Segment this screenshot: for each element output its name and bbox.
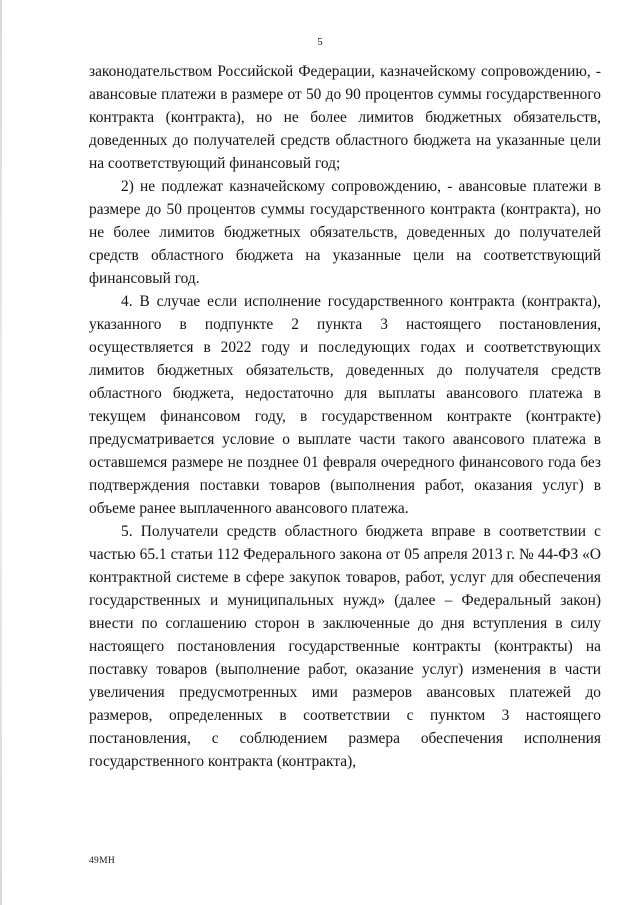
- scan-edge: [0, 0, 2, 905]
- paragraph-continuation: законодательством Российской Федерации, казначейскому сопровождению, - авансовые платежи в размере от 50 до 90 процентов суммы государственного контракта (контракта), но не более лимитов бюджетных обязательств, доведенных до получателей средств областного бюджета на указанные цели на соответствующий финансовый год;: [89, 63, 601, 172]
- document-body: [89, 60, 601, 773]
- paragraph-item-5: 5. Получатели средств областного бюджета вправе в соответствии с частью 65.1 статьи 112 Федерального закона от 05 апреля 2013 г. № 44-ФЗ «О контрактной системе в сфере закупок товаров, работ, услуг для обеспечения государственных и муниципальных нужд» (далее – Федеральный закон) внести по соглашению сторон в заключенные до дня вступления в силу настоящего постановления государственные контракты (контракты) на поставку товаров (выполнение работ, оказание услуг) изменения в части увеличения предусмотренных ими размеров авансовых платежей до размеров, определенных в соответствии с пунктом 3 настоящего постановления, с соблюдением размера обеспечения исполнения государственного контракта (контракта),: [89, 523, 601, 770]
- document-code: 49МН: [89, 856, 116, 866]
- paragraph-subitem-2: 2) не подлежат казначейскому сопровождению, - авансовые платежи в размере до 50 процентов суммы государственного контракта (контракта), но не более лимитов бюджетных обязательств, доведенных до получателей средств областного бюджета на указанные цели на соответствующий финансовый год.: [89, 178, 601, 287]
- paragraph-item-4: 4. В случае если исполнение государственного контракта (контракта), указанного в подпункте 2 пункта 3 настоящего постановления, осуществляется в 2022 году и последующих годах и соответствующих лимитов бюджетных обязательств, доведенных до получателя средств областного бюджета, недостаточно для выплаты авансового платежа в текущем финансовом году, в государственном контракте (контракте) предусматривается условие о выплате части такого авансового платежа в оставшемся размере не позднее 01 февраля очередного финансового года без подтверждения поставки товаров (выполнения работ, оказания услуг) в объеме ранее выплаченного авансового платежа.: [89, 293, 601, 517]
- page-number: 5: [317, 36, 323, 48]
